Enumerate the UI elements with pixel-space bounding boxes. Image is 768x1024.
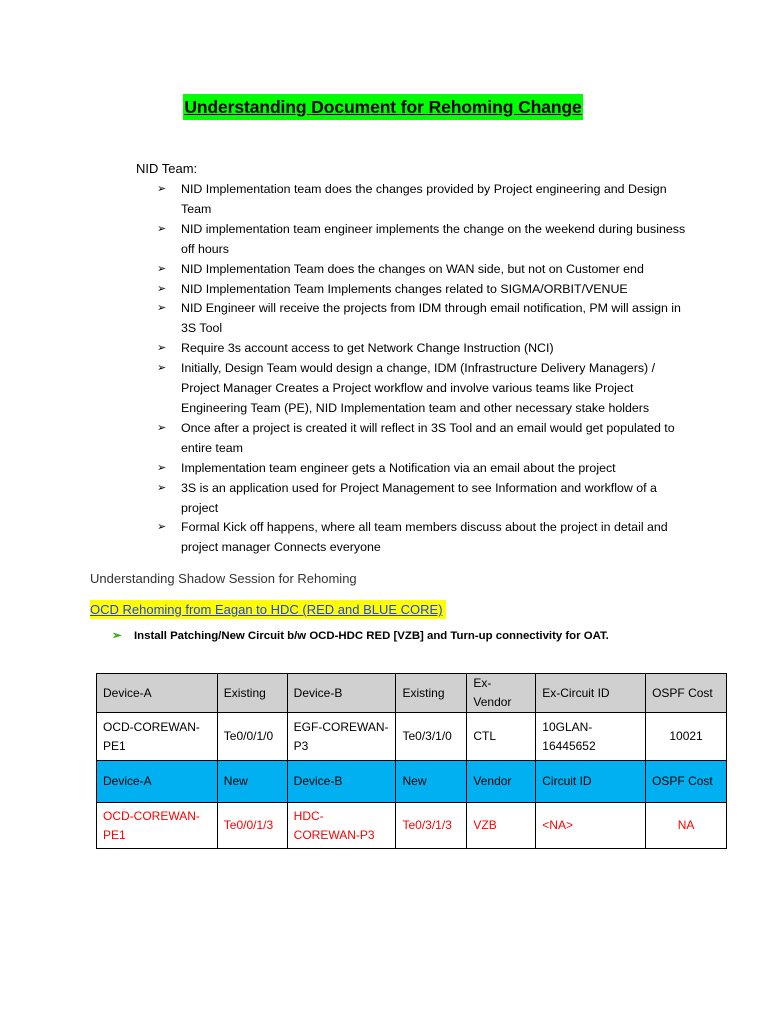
table-cell: NA — [646, 803, 727, 849]
bullet-item: ➢ NID implementation team engineer implements the change on the weekend during business off hours — [157, 221, 686, 256]
bullet-item: ➢ Implementation team engineer gets a Notification via an email about the project — [157, 459, 697, 479]
table-header-cell: Ex-Circuit ID — [536, 674, 646, 713]
table-header-cell: OSPF Cost — [646, 761, 727, 803]
install-instruction-text: Install Patching/New Circuit b/w OCD-HDC RED [VZB] and Turn-up connectivity for OAT. — [134, 630, 609, 642]
team-heading: NID Team: — [136, 161, 198, 176]
arrow-bullet-icon: ➢ — [157, 421, 167, 434]
existing-circuit-row — [97, 713, 727, 761]
table-header-cell: Ex-Vendor — [467, 674, 536, 713]
new-header-row — [97, 761, 727, 803]
table-cell: 10021 — [646, 713, 727, 761]
table-header-cell: Device-B — [287, 674, 396, 713]
table-header-cell: Device-B — [287, 761, 396, 803]
arrow-bullet-icon: ➢ — [157, 282, 167, 295]
existing-header-row — [97, 674, 727, 713]
arrow-bullet-icon: ➢ — [157, 183, 167, 195]
bullet-item: ➢ 3S is an application used for Project Management to see Information and workflow of a project — [157, 480, 657, 515]
table-cell: 10GLAN-16445652 — [536, 713, 646, 761]
rehoming-section-heading: OCD Rehoming from Eagan to HDC (RED and BLUE CORE) — [90, 600, 446, 619]
table-header-cell: Existing — [217, 674, 287, 713]
arrow-bullet-icon: ➢ — [157, 481, 167, 494]
table-cell: CTL — [467, 713, 536, 761]
table-header-cell: Device-A — [97, 674, 218, 713]
table-cell: EGF-COREWAN-P3 — [287, 713, 396, 761]
table-cell: VZB — [467, 803, 536, 849]
install-instruction — [112, 627, 609, 645]
new-circuit-row — [97, 803, 727, 849]
arrow-bullet-icon: ➢ — [157, 262, 167, 275]
bullet-item: ➢ Once after a project is created it will reflect in 3S Tool and an email would get populated to entire team — [157, 420, 675, 455]
document-title — [183, 94, 583, 120]
arrow-bullet-icon: ➢ — [157, 342, 167, 355]
bullet-item: ➢ Formal Kick off happens, where all team members discuss about the project in detail and project manager Connects everyone — [157, 520, 668, 555]
table-cell: OCD-COREWAN-PE1 — [97, 803, 218, 849]
bullet-item: ➢ NID Implementation team does the changes provided by Project engineering and Design Team — [157, 182, 667, 216]
table-cell: Te0/0/1/0 — [217, 713, 287, 761]
document-title-text: Understanding Document for Rehoming Change — [184, 97, 582, 117]
table-cell: HDC-COREWAN-P3 — [287, 803, 396, 849]
bullet-item: ➢ NID Implementation Team Implements changes related to SIGMA/ORBIT/VENUE — [157, 280, 697, 300]
table-cell: Te0/0/1/3 — [217, 803, 287, 849]
table-cell: Te0/3/1/0 — [396, 713, 467, 761]
arrow-bullet-icon: ➢ — [157, 521, 167, 534]
bullet-item: ➢ Require 3s account access to get Network Change Instruction (NCI) — [157, 339, 697, 359]
arrow-bullet-icon: ➢ — [157, 222, 167, 235]
table-header-cell: OSPF Cost — [646, 674, 727, 713]
arrow-bullet-icon: ➢ — [112, 630, 122, 642]
shadow-session-heading: Understanding Shadow Session for Rehoming — [90, 571, 357, 586]
arrow-bullet-icon: ➢ — [157, 461, 167, 474]
circuit-table — [96, 673, 727, 849]
bullet-item: ➢ NID Implementation Team does the changes on WAN side, but not on Customer end — [157, 260, 697, 280]
table-header-cell: Circuit ID — [536, 761, 646, 803]
table-header-cell: Vendor — [467, 761, 536, 803]
table-header-cell: Existing — [396, 674, 467, 713]
table-header-cell: Device-A — [97, 761, 218, 803]
bullet-item: ➢ Initially, Design Team would design a change, IDM (Infrastructure Delivery Managers) / Project Manager Creates a Project workflow and involve various teams like Project Engineering Team (PE), NID Implementation team and other necessary stake holders — [157, 361, 656, 415]
table-cell: OCD-COREWAN-PE1 — [97, 713, 218, 761]
table-cell: Te0/3/1/3 — [396, 803, 467, 849]
bullet-list — [157, 180, 697, 558]
table-header-cell: New — [217, 761, 287, 803]
arrow-bullet-icon: ➢ — [157, 362, 167, 375]
bullet-item: ➢ NID Engineer will receive the projects from IDM through email notification, PM will assign in 3S Tool — [157, 301, 681, 336]
arrow-bullet-icon: ➢ — [157, 302, 167, 315]
table-cell: <NA> — [536, 803, 646, 849]
table-header-cell: New — [396, 761, 467, 803]
